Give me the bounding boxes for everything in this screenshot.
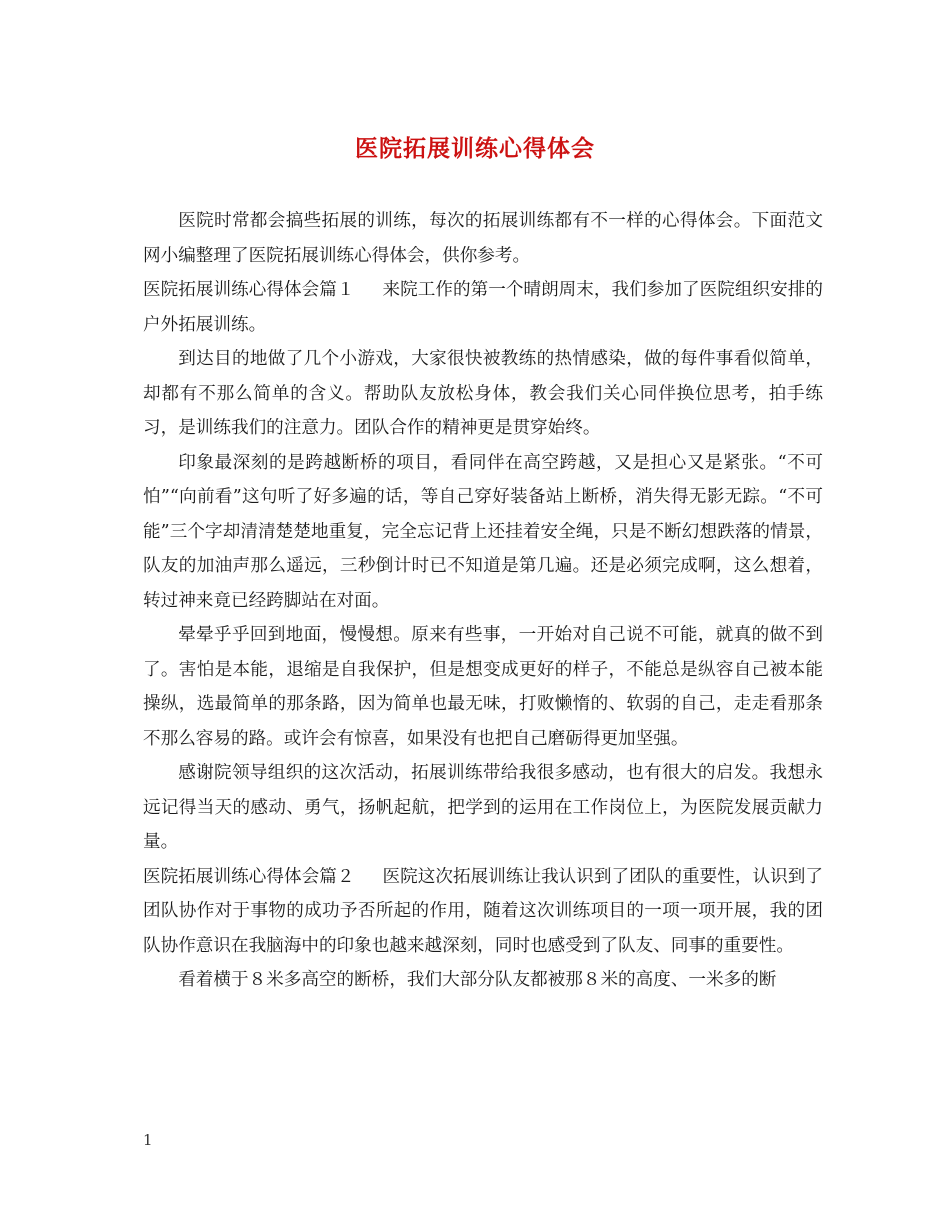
section-1-label: 医院拓展训练心得体会篇１ <box>143 280 355 300</box>
section-2-paragraph <box>143 860 823 964</box>
section-2-text: 医院这次拓展训练让我认识到了团队的重要性，认识到了团队协作对于事物的成功予否所起的作用，随着这次训练项目的一项一项开展，我的团队协作意识在我脑海中的印象也越来越深刻，同时也感受到了队友、同事的重要性。 <box>143 866 823 956</box>
intro-paragraph: 医院时常都会搞些拓展的训练，每次的拓展训练都有不一样的心得体会。下面范文网小编整理了医院拓展训练心得体会，供你参考。 <box>143 211 823 266</box>
body-paragraph: 印象最深刻的是跨越断桥的项目，看同伴在高空跨越，又是担心又是紧张。“不可怕”“向前看”这句听了好多遍的话，等自己穿好装备站上断桥，消失得无影无踪。“不可能”三个字却清清楚楚地重复，完全忘记背上还挂着安全绳，只是不断幻想跌落的情景，队友的加油声那么遥远，三秒倒计时已不知道是第几遍。还是必须完成啊，这么想着，转过神来竟已经跨脚站在对面。 <box>143 452 823 611</box>
body-paragraph: 感谢院领导组织的这次活动，拓展训练带给我很多感动，也有很大的启发。我想永远记得当天的感动、勇气，扬帆起航，把学到的运用在工作岗位上，为医院发展贡献力量。 <box>143 763 823 852</box>
page-number: 1 <box>143 1131 153 1149</box>
body-paragraph: 看着横于８米多高空的断桥，我们大部分队友都被那８米的高度、一米多的断 <box>178 970 777 990</box>
body-paragraph: 到达目的地做了几个小游戏，大家很快被教练的热情感染，做的每件事看似简单，却都有不那么简单的含义。帮助队友放松身体，教会我们关心同伴换位思考，拍手练习，是训练我们的注意力。团队合作的精神更是贯穿始终。 <box>143 349 823 438</box>
section-2-label: 医院拓展训练心得体会篇２ <box>143 866 355 887</box>
document-body <box>143 204 823 998</box>
document-title: 医院拓展训练心得体会 <box>355 135 595 162</box>
body-paragraph: 晕晕乎乎回到地面，慢慢想。原来有些事，一开始对自己说不可能，就真的做不到了。害怕是本能，退缩是自我保护，但是想变成更好的样子，不能总是纵容自己被本能操纵，选最简单的那条路，因为简单也最无味，打败懒惰的、软弱的自己，走走看那条不那么容易的路。或许会有惊喜，如果没有也把自己磨砺得更加坚强。 <box>143 625 823 749</box>
section-1-paragraph <box>143 273 823 342</box>
section-1-text: 来院工作的第一个晴朗周末，我们参加了医院组织安排的户外拓展训练。 <box>143 280 823 335</box>
